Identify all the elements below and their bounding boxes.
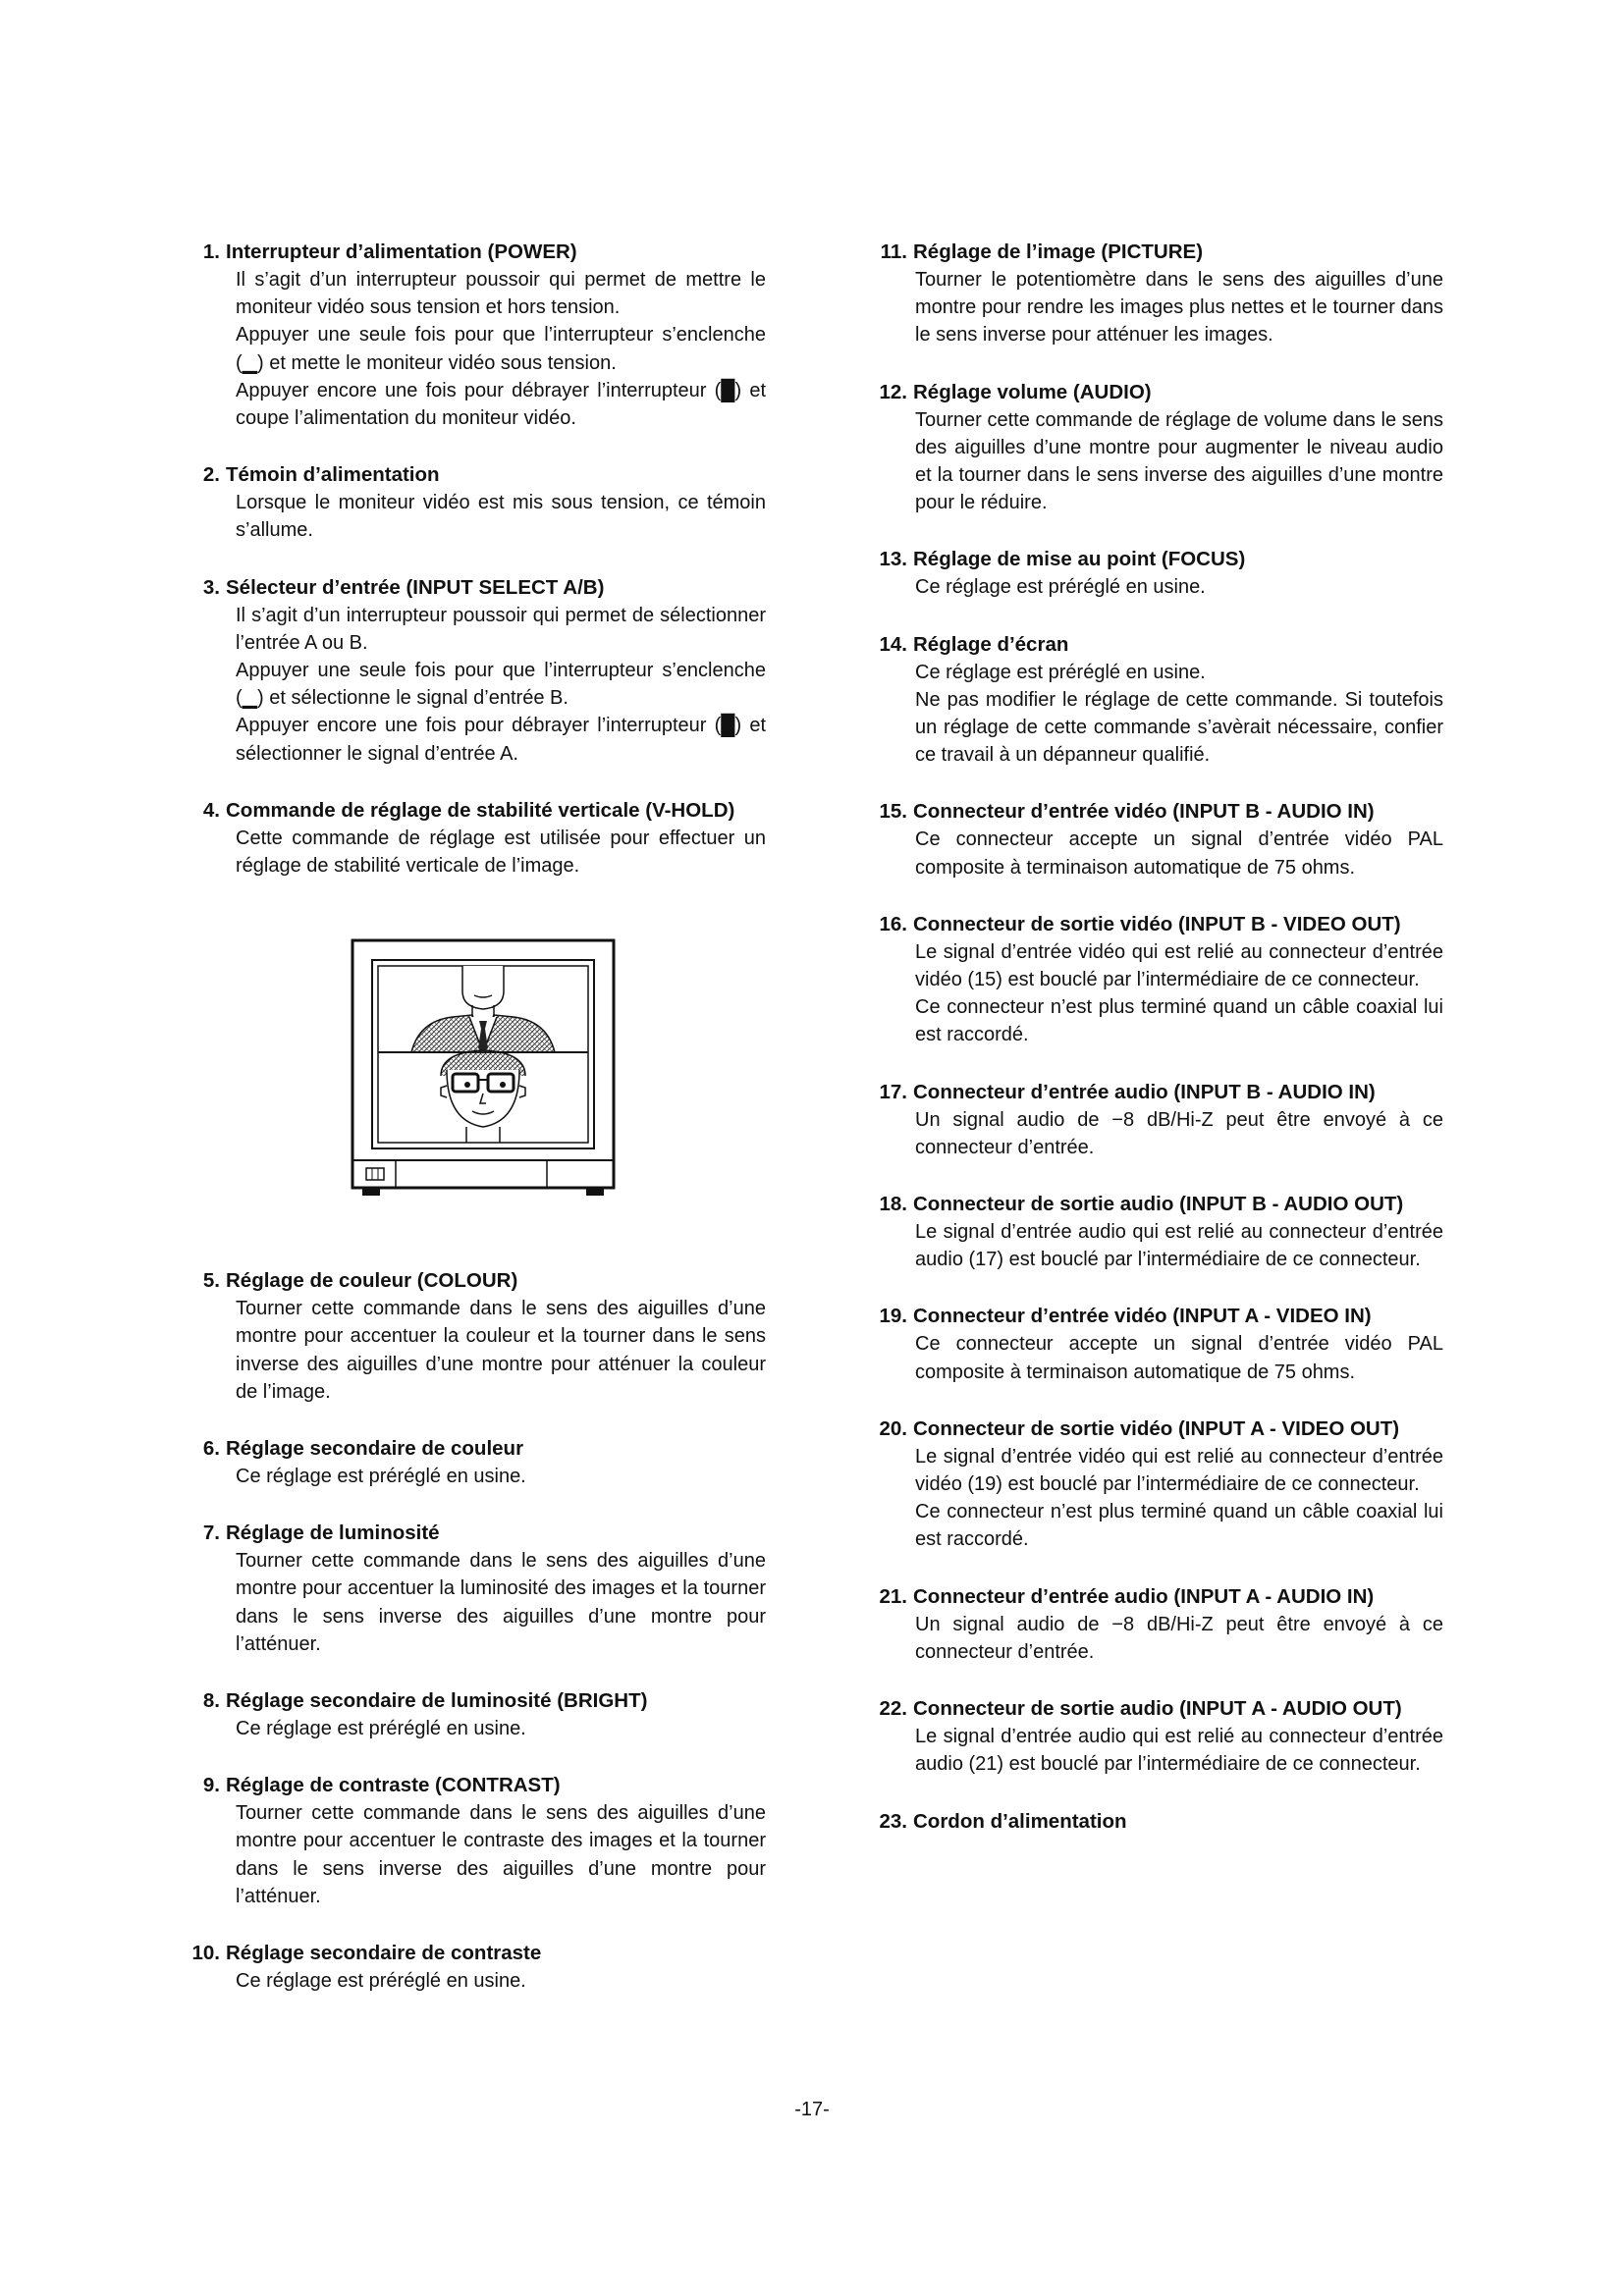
- item-paragraph: Le signal d’entrée audio qui est relié au connecteur d’entrée audio (21) est bouclé par l’intermédiaire de ce connecteur.: [915, 1726, 1443, 1776]
- item-paragraph: Ce réglage est préréglé en usine.: [236, 1466, 526, 1488]
- item-number: 4.: [202, 798, 220, 822]
- item-number: 7.: [202, 1522, 220, 1545]
- item-heading: Réglage secondaire de contraste: [226, 1942, 542, 1965]
- manual-item: [874, 1583, 1443, 1666]
- item-heading: Connecteur d’entrée audio (INPUT A - AUDIO IN): [913, 1584, 1375, 1608]
- item-title: [874, 379, 1443, 406]
- item-paragraph: Le signal d’entrée vidéo qui est relié au connecteur d’entrée vidéo (15) est bouclé par l’intermédiaire de ce connecteur.: [915, 940, 1443, 991]
- item-heading: Connecteur de sortie vidéo (INPUT B - VIDEO OUT): [913, 912, 1401, 935]
- item-heading: Réglage de l’image (PICTURE): [913, 240, 1204, 263]
- item-number: 21.: [879, 1584, 907, 1608]
- item-heading: Connecteur de sortie audio (INPUT A - AUDIO OUT): [913, 1697, 1402, 1721]
- item-title: [196, 1687, 766, 1715]
- manual-item: [874, 239, 1443, 349]
- item-title: [874, 1415, 1443, 1443]
- manual-item: [196, 1267, 766, 1406]
- item-title: [196, 239, 766, 266]
- item-paragraph: Tourner le potentiomètre dans le sens des aiguilles d’une montre pour rendre les images plus nettes et le tourner dans le sens inverse pour atténuer les images.: [915, 269, 1443, 347]
- item-title: [196, 1267, 766, 1295]
- item-title: [874, 1079, 1443, 1106]
- item-number: 9.: [202, 1774, 220, 1797]
- item-title: [874, 1191, 1443, 1218]
- manual-item: [874, 1808, 1443, 1836]
- item-title: [874, 798, 1443, 826]
- item-paragraph: Un signal audio de −8 dB/Hi-Z peut être envoyé à ce connecteur d’entrée.: [915, 1108, 1443, 1158]
- item-number: 11.: [880, 240, 907, 263]
- manual-item: [874, 1415, 1443, 1554]
- item-paragraph: Cette commande de réglage est utilisée pour effectuer un réglage de stabilité verticale de l’image.: [236, 827, 766, 878]
- item-title: [874, 239, 1443, 266]
- item-number: 13.: [879, 548, 907, 571]
- item-heading: Réglage de luminosité: [226, 1522, 440, 1545]
- item-paragraph: Il s’agit d’un interrupteur poussoir qui permet de sélectionner l’entrée A ou B.: [236, 604, 766, 654]
- item-paragraph: Le signal d’entrée audio qui est relié au connecteur d’entrée audio (17) est bouclé par l’intermédiaire de ce connecteur.: [915, 1221, 1443, 1271]
- item-title: [196, 797, 766, 825]
- item-heading: Connecteur d’entrée vidéo (INPUT A - VIDEO IN): [913, 1305, 1372, 1328]
- item-paragraph: Le signal d’entrée vidéo qui est relié au connecteur d’entrée vidéo (19) est bouclé par l’intermédiaire de ce connecteur.: [915, 1445, 1443, 1496]
- manual-item: [191, 1940, 766, 1995]
- item-paragraph: Appuyer encore une fois pour débrayer l’interrupteur (█) et coupe l’alimentation du moniteur vidéo.: [236, 379, 766, 430]
- item-number: 12.: [879, 380, 907, 403]
- item-heading: Réglage de mise au point (FOCUS): [913, 548, 1246, 571]
- item-heading: Connecteur d’entrée vidéo (INPUT B - AUDIO IN): [913, 800, 1375, 824]
- item-heading: Témoin d’alimentation: [226, 463, 440, 487]
- manual-item: [196, 797, 766, 880]
- item-number: 5.: [202, 1269, 220, 1293]
- item-paragraph: Ce connecteur n’est plus terminé quand un câble coaxial lui est raccordé.: [915, 996, 1443, 1046]
- left-items-bottom: [191, 1267, 766, 1995]
- item-title: [191, 1940, 766, 1967]
- item-title: [874, 546, 1443, 573]
- item-paragraph: Appuyer une seule fois pour que l’interrupteur s’enclenche (▁) et sélectionne le signal d’entrée B.: [236, 660, 766, 710]
- manual-item: [196, 1435, 766, 1490]
- item-paragraph: Ce connecteur accepte un signal d’entrée vidéo PAL composite à terminaison automatique de 75 ohms.: [915, 1333, 1443, 1383]
- item-paragraph: Appuyer encore une fois pour débrayer l’interrupteur (█) et sélectionner le signal d’entrée A.: [236, 715, 766, 765]
- item-heading: Réglage secondaire de couleur: [226, 1437, 524, 1461]
- manual-item: [874, 1079, 1443, 1161]
- page-number: -17-: [794, 2099, 830, 2120]
- item-number: 19.: [879, 1305, 907, 1328]
- left-items-top: [196, 239, 766, 880]
- item-heading: Commande de réglage de stabilité verticale (V-HOLD): [226, 798, 735, 822]
- item-paragraph: Ce réglage est préréglé en usine.: [915, 661, 1206, 683]
- item-heading: Connecteur de sortie audio (INPUT B - AUDIO OUT): [913, 1193, 1404, 1216]
- manual-item: [196, 1520, 766, 1658]
- item-number: 18.: [879, 1193, 907, 1216]
- item-paragraph: Un signal audio de −8 dB/Hi-Z peut être envoyé à ce connecteur d’entrée.: [915, 1613, 1443, 1663]
- item-heading: Connecteur de sortie vidéo (INPUT A - VIDEO OUT): [913, 1416, 1400, 1440]
- item-paragraph: Ne pas modifier le réglage de cette commande. Si toutefois un réglage de cette commande s’avèrait nécessaire, confier ce travail à un dépanneur qualifié.: [915, 688, 1443, 767]
- item-paragraph: Ce réglage est préréglé en usine.: [915, 576, 1206, 599]
- left-column: [191, 239, 766, 2024]
- item-heading: Réglage secondaire de luminosité (BRIGHT): [226, 1689, 648, 1713]
- item-paragraph: Ce connecteur accepte un signal d’entrée vidéo PAL composite à terminaison automatique de 75 ohms.: [915, 828, 1443, 879]
- monitor-icon: [351, 938, 616, 1199]
- item-heading: Interrupteur d’alimentation (POWER): [226, 240, 577, 263]
- item-paragraph: Il s’agit d’un interrupteur poussoir qui permet de mettre le moniteur vidéo sous tension et hors tension.: [236, 269, 766, 319]
- item-number: 10.: [191, 1942, 220, 1965]
- item-heading: Sélecteur d’entrée (INPUT SELECT A/B): [226, 575, 605, 599]
- item-paragraph: Tourner cette commande dans le sens des aiguilles d’une montre pour accentuer le contraste des images et la tourner dans le sens inverse des aiguilles d’une montre pour l’atténuer.: [236, 1802, 766, 1907]
- monitor-illustration: [351, 938, 616, 1199]
- item-paragraph: Tourner cette commande dans le sens des aiguilles d’une montre pour accentuer la luminosité des images et la tourner dans le sens inverse des aiguilles d’une montre pour l’atténuer.: [236, 1550, 766, 1655]
- item-number: 14.: [879, 632, 907, 656]
- item-title: [874, 1695, 1443, 1723]
- item-paragraph: Appuyer une seule fois pour que l’interrupteur s’enclenche (▁) et mette le moniteur vidéo sous tension.: [236, 324, 766, 374]
- item-number: 8.: [202, 1689, 220, 1713]
- manual-item: [874, 631, 1443, 770]
- item-paragraph: Tourner cette commande dans le sens des aiguilles d’une montre pour accentuer la couleur et la tourner dans le sens inverse des aiguilles d’une montre pour atténuer la couleur de l’image.: [236, 1298, 766, 1403]
- item-title: [196, 1435, 766, 1463]
- item-number: 2.: [202, 463, 220, 487]
- manual-item: [196, 239, 766, 432]
- item-title: [874, 1583, 1443, 1611]
- item-paragraph: Lorsque le moniteur vidéo est mis sous tension, ce témoin s’allume.: [236, 492, 766, 542]
- item-heading: Réglage de contraste (CONTRAST): [226, 1774, 561, 1797]
- item-number: 16.: [879, 912, 907, 935]
- item-number: 22.: [879, 1697, 907, 1721]
- manual-item: [874, 1695, 1443, 1778]
- manual-item: [874, 1303, 1443, 1385]
- manual-item: [196, 574, 766, 768]
- item-number: 15.: [879, 800, 907, 824]
- manual-item: [196, 461, 766, 544]
- manual-item: [874, 546, 1443, 601]
- item-number: 6.: [202, 1437, 220, 1461]
- item-title: [874, 631, 1443, 659]
- item-title: [874, 911, 1443, 938]
- item-title: [874, 1303, 1443, 1330]
- manual-item: [874, 911, 1443, 1049]
- item-title: [196, 461, 766, 489]
- item-paragraph: Ce connecteur n’est plus terminé quand un câble coaxial lui est raccordé.: [915, 1501, 1443, 1551]
- item-title: [196, 1772, 766, 1799]
- item-heading: Connecteur d’entrée audio (INPUT B - AUDIO IN): [913, 1080, 1376, 1103]
- right-column: [874, 239, 1443, 1865]
- item-title: [196, 1520, 766, 1547]
- item-number: 23.: [879, 1809, 907, 1833]
- item-number: 1.: [202, 240, 220, 263]
- item-title: [874, 1808, 1443, 1836]
- item-title: [196, 574, 766, 602]
- manual-item: [874, 798, 1443, 881]
- manual-item: [874, 379, 1443, 517]
- item-heading: Réglage d’écran: [913, 632, 1069, 656]
- item-paragraph: Ce réglage est préréglé en usine.: [236, 1718, 526, 1740]
- manual-item: [196, 1687, 766, 1742]
- item-number: 3.: [202, 575, 220, 599]
- item-heading: Cordon d’alimentation: [913, 1809, 1127, 1833]
- manual-item: [874, 1191, 1443, 1273]
- manual-item: [196, 1772, 766, 1910]
- item-number: 17.: [879, 1080, 907, 1103]
- item-heading: Réglage de couleur (COLOUR): [226, 1269, 518, 1293]
- item-paragraph: Tourner cette commande de réglage de volume dans le sens des aiguilles d’une montre pour augmenter le niveau audio et la tourner dans le sens inverse des aiguilles d’une montre pour le réduire.: [915, 408, 1443, 514]
- item-heading: Réglage volume (AUDIO): [913, 380, 1152, 403]
- item-number: 20.: [879, 1416, 907, 1440]
- item-paragraph: Ce réglage est préréglé en usine.: [236, 1970, 526, 1993]
